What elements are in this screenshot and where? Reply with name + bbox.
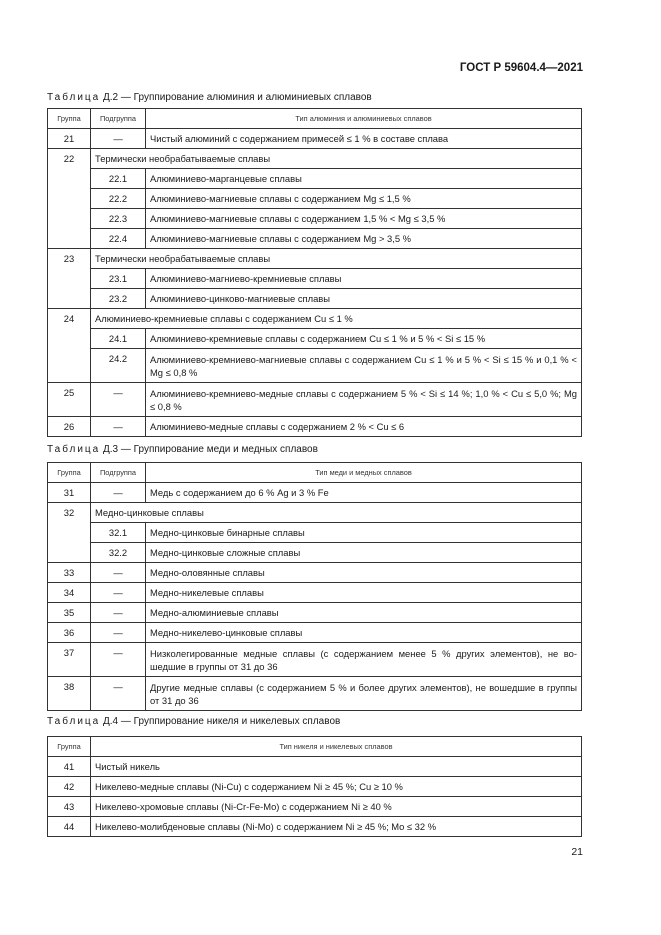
table-cell: 24.1 (91, 329, 146, 349)
table-cell: Медь с содержанием до 6 % Ag и 3 % Fe (146, 483, 582, 503)
table-row (48, 169, 582, 189)
table-cell: 41 (48, 757, 91, 777)
table-cell: — (91, 129, 146, 149)
table-row (48, 523, 582, 543)
table-cell: 38 (48, 677, 91, 711)
table-cell: 22.2 (91, 189, 146, 209)
table-row (48, 643, 582, 677)
column-header: Группа (48, 109, 91, 129)
table-cell: — (91, 603, 146, 623)
table-cell: — (91, 623, 146, 643)
table-d3 (47, 462, 582, 711)
table-row (48, 329, 582, 349)
table-row (48, 603, 582, 623)
standard-designation: ГОСТ Р 59604.4—2021 (459, 62, 583, 74)
table-d3-caption: Таблица Д.3 — Группирование меди и медных сплавов (47, 444, 318, 455)
table-row (48, 757, 582, 777)
table-cell: 43 (48, 797, 91, 817)
table-row (48, 503, 582, 523)
table-cell: 24 (48, 309, 91, 383)
table-cell: 33 (48, 563, 91, 583)
table-cell: Чистый никель (91, 757, 582, 777)
table-cell: Другие медные сплавы (с содержанием 5 % и более других элементов), не вошедшие в группы от 31 до 36 (146, 677, 582, 711)
table-cell: 22.1 (91, 169, 146, 189)
table-cell: Медно-цинковые бинарные сплавы (146, 523, 582, 543)
table-row (48, 677, 582, 711)
table-row (48, 209, 582, 229)
table-d4-caption: Таблица Д.4 — Группирование никеля и никелевых сплавов (47, 716, 341, 727)
table-cell: Алюминиево-магниевые сплавы с содержанием 1,5 % < Mg ≤ 3,5 % (146, 209, 582, 229)
table-cell: 26 (48, 417, 91, 437)
table-row (48, 583, 582, 603)
table-cell: Термически необрабатываемые сплавы (91, 249, 582, 269)
table-row (48, 129, 582, 149)
table-cell: Алюминиево-магниево-кремниевые сплавы (146, 269, 582, 289)
table-d2 (47, 108, 582, 437)
table-cell: Никелево-хромовые сплавы (Ni-Cr-Fe-Mo) с содержанием Ni ≥ 40 % (91, 797, 582, 817)
table-cell: Низколегированные медные сплавы (с содержанием менее 5 % других элементов), не во-шедшие в группы от 31 до 36 (146, 643, 582, 677)
table-row (48, 563, 582, 583)
table-row (48, 543, 582, 563)
table-cell: 24.2 (91, 349, 146, 383)
table-cell: Алюминиево-марганцевые сплавы (146, 169, 582, 189)
table-cell: 32 (48, 503, 91, 563)
table-cell: Алюминиево-медные сплавы с содержанием 2 % < Cu ≤ 6 (146, 417, 582, 437)
table-cell: — (91, 643, 146, 677)
table-row (48, 229, 582, 249)
table-cell: 37 (48, 643, 91, 677)
table-row (48, 383, 582, 417)
table-cell: 25 (48, 383, 91, 417)
table-cell: Медно-цинковые сложные сплавы (146, 543, 582, 563)
table-cell: 32.2 (91, 543, 146, 563)
table-d4 (47, 736, 582, 837)
table-row (48, 249, 582, 269)
table-cell: Медно-алюминиевые сплавы (146, 603, 582, 623)
column-header: Группа (48, 737, 91, 757)
table-cell: Алюминиево-кремниево-медные сплавы с содержанием 5 % < Si ≤ 14 %; 1,0 % < Cu ≤ 5,0 %; Mg ≤ 0,8 % (146, 383, 582, 417)
table-cell: — (91, 383, 146, 417)
table-row (48, 623, 582, 643)
table-cell: — (91, 563, 146, 583)
table-cell: Медно-никелевые сплавы (146, 583, 582, 603)
table-cell: Медно-оловянные сплавы (146, 563, 582, 583)
page-number: 21 (571, 846, 583, 858)
table-cell: Чистый алюминий с содержанием примесей ≤ 1 % в составе сплава (146, 129, 582, 149)
table-row (48, 189, 582, 209)
table-row (48, 817, 582, 837)
table-cell: — (91, 583, 146, 603)
column-header: Подгруппа (91, 109, 146, 129)
column-header: Тип алюминия и алюминиевых сплавов (146, 109, 582, 129)
table-cell: Термически необрабатываемые сплавы (91, 149, 582, 169)
table-row (48, 149, 582, 169)
table-cell: 44 (48, 817, 91, 837)
table-cell: 21 (48, 129, 91, 149)
column-header: Подгруппа (91, 463, 146, 483)
column-header: Тип меди и медных сплавов (146, 463, 582, 483)
table-row (48, 349, 582, 383)
column-header: Тип никеля и никелевых сплавов (91, 737, 582, 757)
table-cell: Алюминиево-магниевые сплавы с содержанием Mg > 3,5 % (146, 229, 582, 249)
table-row (48, 309, 582, 329)
column-header: Группа (48, 463, 91, 483)
table-row (48, 269, 582, 289)
table-cell: 22.3 (91, 209, 146, 229)
table-cell: 36 (48, 623, 91, 643)
table-cell: — (91, 417, 146, 437)
table-cell: 22 (48, 149, 91, 249)
table-cell: Алюминиево-кремниевые сплавы с содержанием Cu ≤ 1 % (91, 309, 582, 329)
table-cell: 32.1 (91, 523, 146, 543)
table-cell: 22.4 (91, 229, 146, 249)
table-cell: Медно-никелево-цинковые сплавы (146, 623, 582, 643)
table-cell: 31 (48, 483, 91, 503)
table-row (48, 797, 582, 817)
table-cell: Никелево-молибденовые сплавы (Ni-Mo) с содержанием Ni ≥ 45 %; Mo ≤ 32 % (91, 817, 582, 837)
table-d2-caption: Таблица Д.2 — Группирование алюминия и алюминиевых сплавов (47, 92, 372, 103)
table-cell: 34 (48, 583, 91, 603)
table-row (48, 289, 582, 309)
table-cell: Алюминиево-кремниево-магниевые сплавы с содержанием Cu ≤ 1 % и 5 % < Si ≤ 15 % и 0,1 % < Mg ≤ 0,8 % (146, 349, 582, 383)
table-row (48, 417, 582, 437)
table-cell: Никелево-медные сплавы (Ni-Cu) с содержанием Ni ≥ 45 %; Cu ≥ 10 % (91, 777, 582, 797)
table-cell: — (91, 483, 146, 503)
table-cell: 23.2 (91, 289, 146, 309)
table-cell: Алюминиево-кремниевые сплавы с содержанием Cu ≤ 1 % и 5 % < Si ≤ 15 % (146, 329, 582, 349)
table-row (48, 777, 582, 797)
table-cell: 35 (48, 603, 91, 623)
table-cell: Алюминиево-цинково-магниевые сплавы (146, 289, 582, 309)
table-row (48, 483, 582, 503)
table-cell: 23 (48, 249, 91, 309)
table-cell: Алюминиево-магниевые сплавы с содержанием Mg ≤ 1,5 % (146, 189, 582, 209)
table-cell: 42 (48, 777, 91, 797)
table-cell: 23.1 (91, 269, 146, 289)
table-cell: — (91, 677, 146, 711)
table-cell: Медно-цинковые сплавы (91, 503, 582, 523)
